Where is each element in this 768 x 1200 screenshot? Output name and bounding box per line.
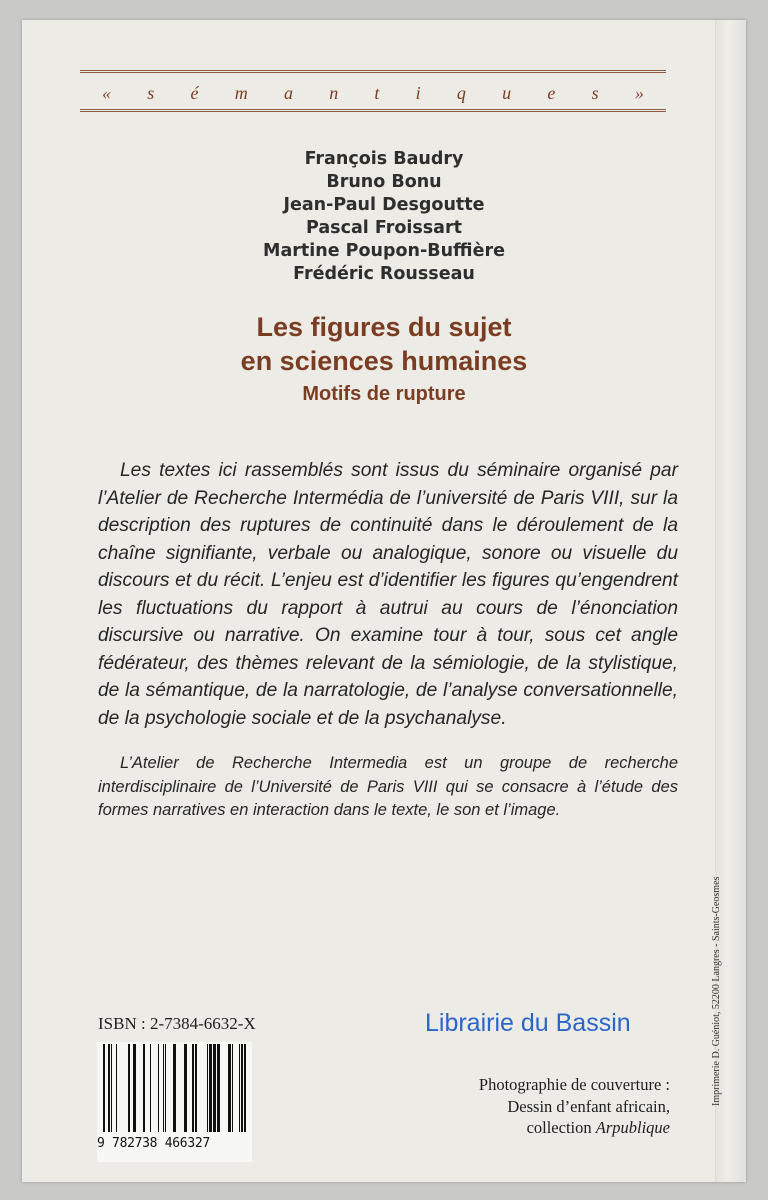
author-name: Frédéric Rousseau [293,264,475,284]
series-letter: s [591,83,599,103]
barcode-bar [213,1044,216,1132]
credit-collection: collection [526,1118,596,1137]
credit-collection-name: Arpublique [595,1118,670,1137]
barcode-bar [241,1044,243,1132]
barcode-bar [143,1044,145,1132]
series-letter: a [283,83,293,103]
barcode-bar [239,1044,240,1132]
series-letter: i [415,83,421,103]
barcode-bar [165,1044,166,1132]
barcode-bar [108,1044,110,1132]
credit-line: Dessin d’enfant africain, [507,1096,670,1116]
isbn-text: ISBN : 2-7384-6632-X [98,1014,256,1033]
series-letter: u [502,83,512,103]
barcode-bar [209,1044,212,1132]
series-letter: q [456,83,466,103]
author-name: Jean-Paul Desgoutte [283,195,485,215]
series-letter: » [634,83,644,103]
barcode-bar [111,1044,112,1132]
author-name: Pascal Froissart [306,218,462,238]
barcode-bar [128,1044,130,1132]
barcode-number: 9 782738 466327 [97,1136,210,1151]
printer-imprint: Imprimerie D. Guéniot, 52200 Langres - Saints-Geosmes [711,876,722,1106]
series-letter: t [374,83,380,103]
series-letter: e [547,83,556,103]
photo-credit [479,1074,670,1139]
title-line: Les figures du sujet [256,312,512,342]
barcode-bar [133,1044,136,1132]
series-band [80,70,666,112]
author-name: Bruno Bonu [326,172,442,192]
barcode-bar [217,1044,220,1132]
barcode-bar [195,1044,197,1132]
title-line: en sciences humaines [240,346,528,376]
blurb-paragraph: Les textes ici rassemblés sont issus du séminaire organisé par l’Atelier de Recherche Intermédia de l’université de Paris VIII, sur la description des ruptures de continuité dans le déroulement de la chaîne signifiante, verbale ou analogique, sonore ou visuelle du discours et du récit. L’enjeu est d’identifier les figures qu’engendrent les fluctuations du rapport à autrui au cours de l’énonciation discursive ou narrative. On examine tour à tour, sous cet angle fédérateur, des thèmes relevant de la sémiologie, de la stylistique, de la sémantique, de la narratologie, de l’analyse conversationnelle, de la psychologie sociale et de la psychanalyse. [98,460,678,729]
barcode-bar [150,1044,151,1132]
credit-line: Photographie de couverture : [478,1075,670,1094]
author-name: François Baudry [304,149,464,169]
barcode [97,1042,252,1162]
barcode-bar [207,1044,208,1132]
book-title [0,310,768,378]
atelier-paragraph: L’Atelier de Recherche Intermedia est un groupe de recherche interdisciplinaire de l’Université de Paris VIII qui se consacre à l’étude des formes narratives en interaction dans le texte, le son et l’image. [98,754,678,819]
author-name: Martine Poupon-Buffière [263,241,505,261]
credit-line [479,1117,670,1139]
barcode-bar [244,1044,246,1132]
barcode-bar [163,1044,164,1132]
barcode-bar [103,1044,105,1132]
barcode-bar [158,1044,159,1132]
barcode-bar [116,1044,117,1132]
series-letter: m [234,83,248,103]
series-letter: « [102,83,111,103]
bookshop-watermark: Librairie du Bassin [425,1009,631,1037]
barcode-bar [232,1044,233,1132]
book-subtitle: Motifs de rupture [302,383,466,405]
barcode-bar [228,1044,231,1132]
barcode-bar [192,1044,194,1132]
author-list [0,148,768,286]
barcode-bar [173,1044,176,1132]
series-name [80,83,666,104]
barcode-bar [184,1044,187,1132]
series-letter: é [190,83,199,103]
series-letter: s [147,83,155,103]
barcode-bars [97,1042,252,1134]
series-letter: n [329,83,339,103]
